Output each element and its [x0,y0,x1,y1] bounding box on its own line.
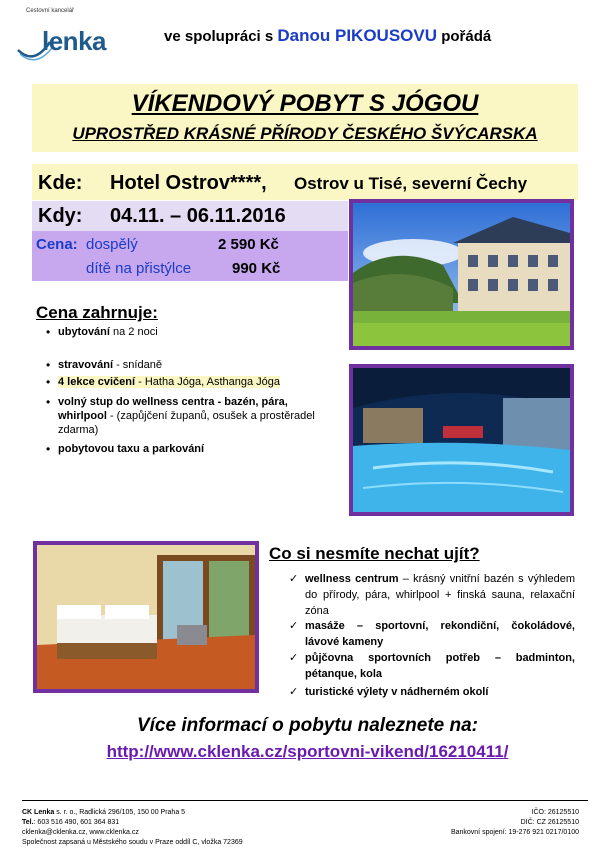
footer-bank: Bankovní spojení: 19-276 921 0217/0100 [450,829,579,836]
more-info-text: Více informací o pobytu naleznete na: [136,715,478,736]
price-child-label: dítě na přistýlce [86,260,192,277]
dont-miss-item: ✓ masáže – sportovní, rekondiční, čokoládové, lávové kameny [305,618,575,650]
when-dates: 04.11. – 06.11.2016 [110,205,286,227]
logo-tagline: Cestovní kancelář [26,8,75,14]
includes-item: • stravování - snídaně [58,358,338,372]
dont-miss-item: ✓ wellness centrum – krásný vnitřní bazén s výhledem do přírody, pára, whirlpool + finská sauna, relaxační zóna [305,571,575,619]
partner-suffix: pořádá [441,28,492,45]
when-label: Kdy: [38,205,83,227]
includes-heading: Cena zahrnuje: [36,303,158,322]
where-row [32,164,578,200]
where-hotel: Hotel Ostrov****, [110,172,267,194]
page-title: VÍKENDOVÝ POBYT S JÓGOU [131,90,479,117]
footer-ico: IČO: 26125510 [531,809,579,816]
includes-item: • ubytování na 2 noci [58,325,338,339]
company-logo [12,8,122,66]
page-subtitle: UPROSTŘED KRÁSNÉ PŘÍRODY ČESKÉHO ŠVÝCARSKA [72,124,538,143]
title-band [32,84,578,152]
includes-highlight: 4 lekce cvičení - Hatha Jóga, Asthanga Jóga [58,376,280,388]
price-child-value: 990 Kč [232,260,281,277]
price-label: Cena: [36,236,78,253]
includes-item: • pobytovou taxu a parkování [58,442,338,456]
price-adult-label: dospělý [86,236,138,253]
logo-wordmark: lenka [42,26,106,56]
where-label: Kde: [38,172,83,194]
pool-photo [349,364,574,516]
more-info-link[interactable]: http://www.cklenka.cz/sportovni-vikend/16210411/ [106,742,509,761]
footer-dic: DIČ: CZ 26125510 [520,819,579,826]
footer-divider [22,800,588,801]
where-location: Ostrov u Tisé, severní Čechy [294,174,528,193]
partner-name: Danou PIKOUSOVU [277,26,438,45]
dont-miss-item: ✓ půjčovna sportovních potřeb – badminton, pétanque, kola [305,650,575,682]
footer-registration-info [451,808,579,838]
price-box [32,231,348,281]
partner-prefix: ve spolupráci s [164,28,274,45]
partner-line [164,26,491,46]
hotel-room-photo [33,541,259,693]
dont-miss-item: ✓ turistické výlety v nádherném okolí [305,684,575,700]
includes-item: • volný stup do wellness centra - bazén, pára, whirlpool - (zapůjčení županů, osušek a prostěradel zdarma) [58,395,338,437]
dont-miss-heading: Co si nesmíte nechat ujít? [269,544,480,563]
price-adult-value: 2 590 Kč [218,236,279,253]
footer-company-info: CK Lenka s. r. o., Radlická 296/105, 150 00 Praha 5 Tel.: 603 516 490, 601 364 831 cklenka@cklenka.cz, www.cklenka.cz Společnost zapsaná u Městského soudu v Praze oddíl C, vložka 72369 [22,809,243,846]
includes-item [58,375,338,389]
hotel-exterior-photo [349,199,574,350]
when-row [32,201,348,231]
